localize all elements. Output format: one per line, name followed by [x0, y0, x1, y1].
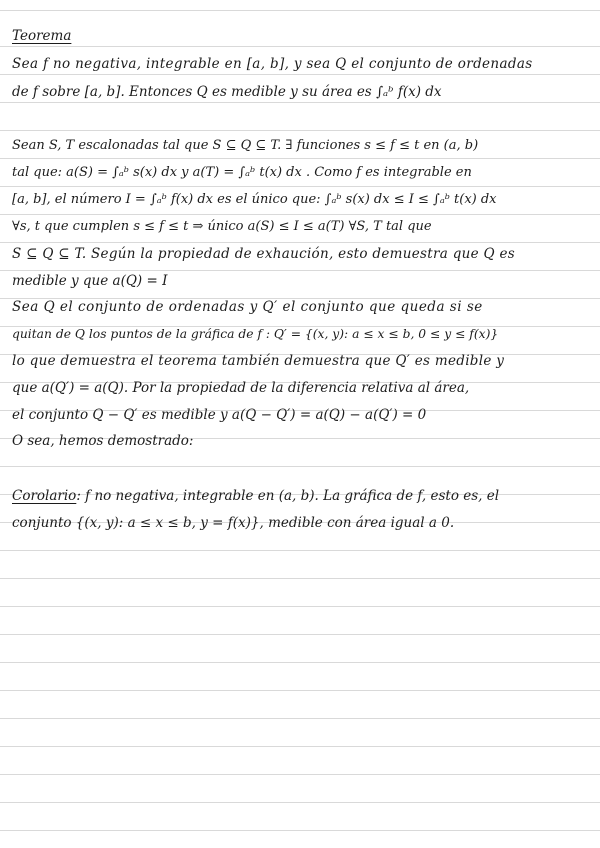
- proof-line: Sea Q el conjunto de ordenadas y Q′ el conjunto que queda si se: [12, 299, 483, 315]
- proof-line: tal que: a(S) = ∫ₐᵇ s(x) dx y a(T) = ∫ₐᵇ t(x) dx . Como f es integrable en: [12, 165, 472, 180]
- proof-line: lo que demuestra el teorema también demuestra que Q′ es medible y: [12, 353, 505, 369]
- corollary-text: : f no negativa, integrable en (a, b). La gráfica de f, esto es, el: [76, 488, 500, 504]
- corollary-line: conjunto {(x, y): a ≤ x ≤ b, y = f(x)}, medible con área igual a 0.: [12, 515, 455, 531]
- proof-line: que a(Q′) = a(Q). Por la propiedad de la diferencia relativa al área,: [12, 380, 470, 396]
- page-title: Teorema: [12, 28, 72, 44]
- corollary-label: Corolario: [12, 488, 77, 504]
- proof-line: quitan de Q los puntos de la gráfica de f : Q′ = {(x, y): a ≤ x ≤ b, 0 ≤ y ≤ f(x)}: [12, 327, 499, 341]
- proof-line: medible y que a(Q) = I: [12, 273, 168, 289]
- proof-line: S ⊆ Q ⊆ T. Según la propiedad de exhaución, esto demuestra que Q es: [12, 246, 515, 262]
- corollary-line: [12, 487, 499, 505]
- proof-line: Sean S, T escalonadas tal que S ⊆ Q ⊆ T. ∃ funciones s ≤ f ≤ t en (a, b): [12, 138, 479, 153]
- proof-line: [a, b], el número I = ∫ₐᵇ f(x) dx es el único que: ∫ₐᵇ s(x) dx ≤ I ≤ ∫ₐᵇ t(x) dx: [12, 192, 497, 207]
- theorem-line: de f sobre [a, b]. Entonces Q es medible y su área es ∫ₐᵇ f(x) dx: [12, 84, 442, 100]
- proof-line: el conjunto Q − Q′ es medible y a(Q − Q′) = a(Q) − a(Q′) = 0: [12, 407, 427, 423]
- proof-line: ∀s, t que cumplen s ≤ f ≤ t ⇒ único a(S) ≤ I ≤ a(T) ∀S, T tal que: [12, 219, 432, 234]
- theorem-line: Sea f no negativa, integrable en [a, b], y sea Q el conjunto de ordenadas: [12, 56, 533, 72]
- proof-line: O sea, hemos demostrado:: [12, 433, 194, 449]
